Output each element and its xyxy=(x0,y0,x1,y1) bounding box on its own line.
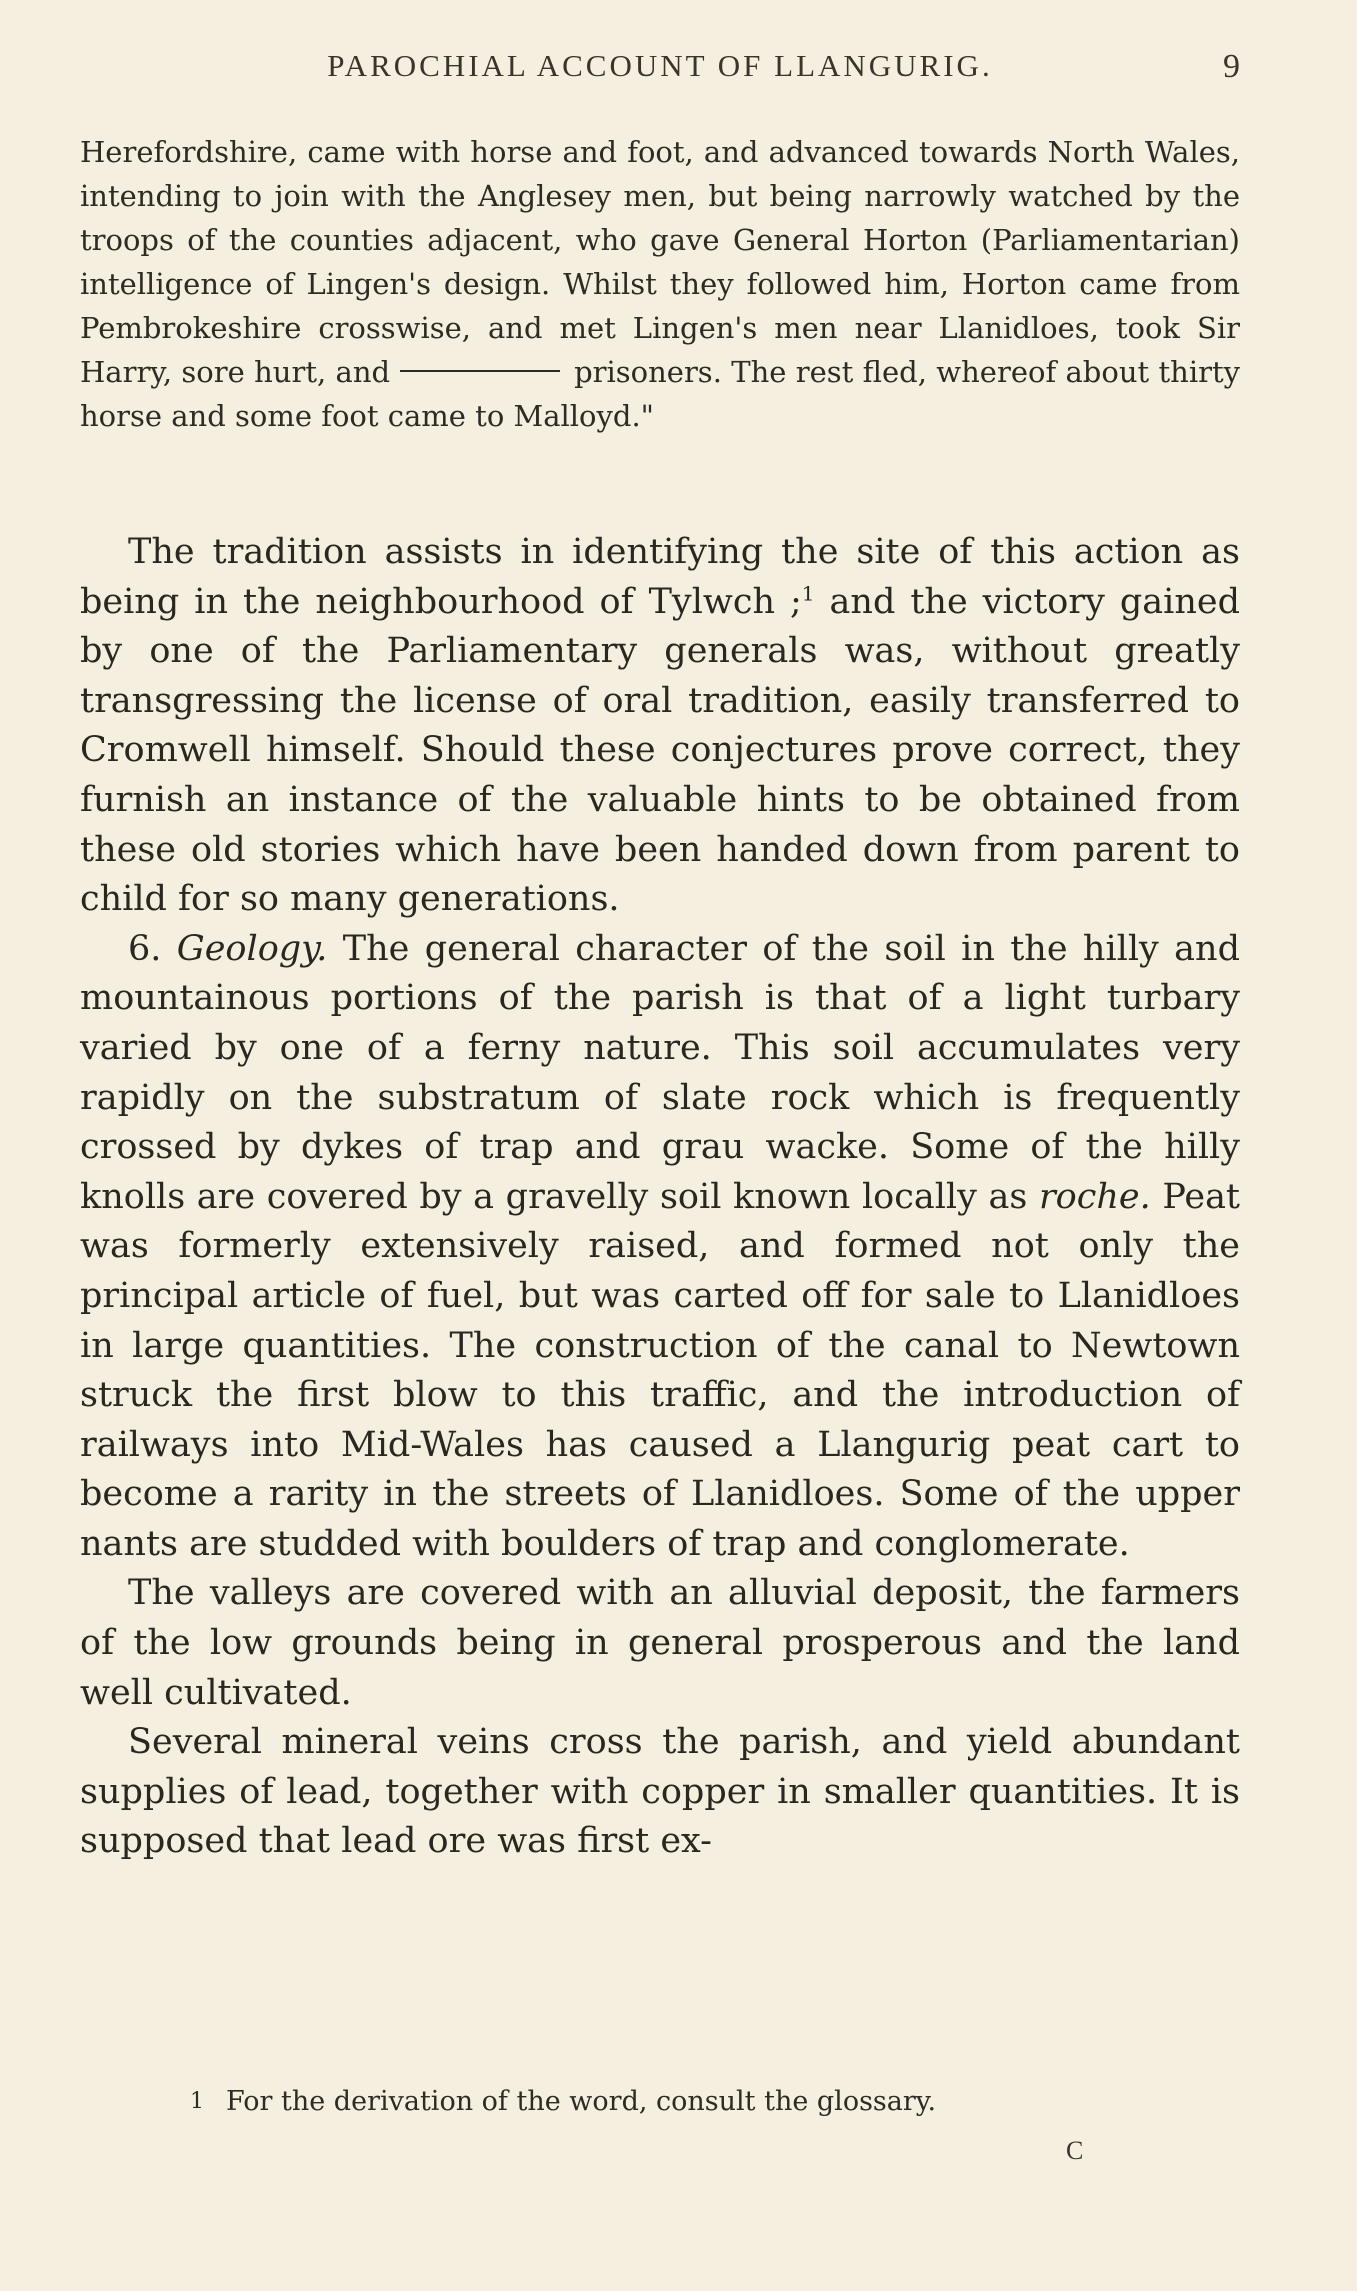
paragraph-tradition-text-a: The tradition assists in identifying the site of this action as being in the neighbourhood of Tylwch ; xyxy=(80,532,1240,622)
section-heading-geology: Geology. xyxy=(176,928,328,969)
quoted-passage-part2: prisoners. The rest fled, whereof about thirty horse and some foot came to Malloyd." xyxy=(80,355,1240,433)
paragraph-minerals: Several mineral veins cross the parish, and yield abundant supplies of lead, together with copper in smaller quantities. It is supposed that lead ore was first ex- xyxy=(80,1722,1240,1862)
paragraph-geology-text-b: Peat was formerly extensively raised, and formed not only the principal article of fuel, but was carted off for sale to Llanidloes in large quantities. The construction of the canal to Newtown struck the first blow to this traffic, and the introduction of railways into Mid-Wales has caused a Llangurig peat cart to become a rarity in the streets of Llanidloes. Some of the upper nants are studded with boulders of trap and conglomerate. xyxy=(80,1176,1241,1564)
footnote-reference: 1 xyxy=(801,580,815,605)
omission-dash xyxy=(400,370,560,372)
running-header xyxy=(80,48,1240,96)
footnote-mark: 1 xyxy=(190,2089,204,2114)
paragraph-geology xyxy=(80,925,1240,1570)
section-number: 6. xyxy=(128,928,177,969)
page-number: 9 xyxy=(1223,48,1240,85)
quoted-passage xyxy=(80,130,1240,438)
paragraph-geology-text-a: The general character of the soil in the hilly and mountainous portions of the parish is that of a light turbary varied by one of a ferny nature. This soil accumulates very rapidly on the substratum of slate rock which is frequently crossed by dykes of trap and grau wacke. Some of the hilly knolls are covered by a gravelly soil known locally as xyxy=(80,928,1240,1217)
main-text xyxy=(80,528,1240,1867)
printer-signature-mark: C xyxy=(1066,2136,1084,2165)
paragraph-tradition-text-b: and the victory gained by one of the Parliamentary generals was, without greatly transgressing the license of oral tradition, easily transferred to Cromwell himself. Should these conjectures prove correct, they furnish an instance of the valuable hints to be obtained from these old stories which have been handed down from parent to child for so many generations. xyxy=(80,581,1241,920)
paragraph-tradition xyxy=(80,528,1240,925)
footnote-text: For the derivation of the word, consult the glossary. xyxy=(226,2086,937,2117)
header-title: PAROCHIAL ACCOUNT OF LLANGURIG. xyxy=(327,48,993,83)
paragraph-valleys: The valleys are covered with an alluvial deposit, the farmers of the low grounds being in general prosperous and the land well cultivated. xyxy=(80,1573,1240,1713)
term-roche: roche. xyxy=(1038,1176,1151,1217)
footnote xyxy=(80,2082,1240,2122)
quoted-passage-part1: Herefordshire, came with horse and foot, and advanced towards North Wales, intending to join with the Anglesey men, but being narrowly watched by the troops of the counties adjacent, who gave General Horton (Parliamentarian) intelligence of Lingen's design. Whilst they followed him, Horton came from Pembrokeshire crosswise, and met Lingen's men near Llanidloes, took Sir Harry, sore hurt, and xyxy=(80,135,1240,389)
